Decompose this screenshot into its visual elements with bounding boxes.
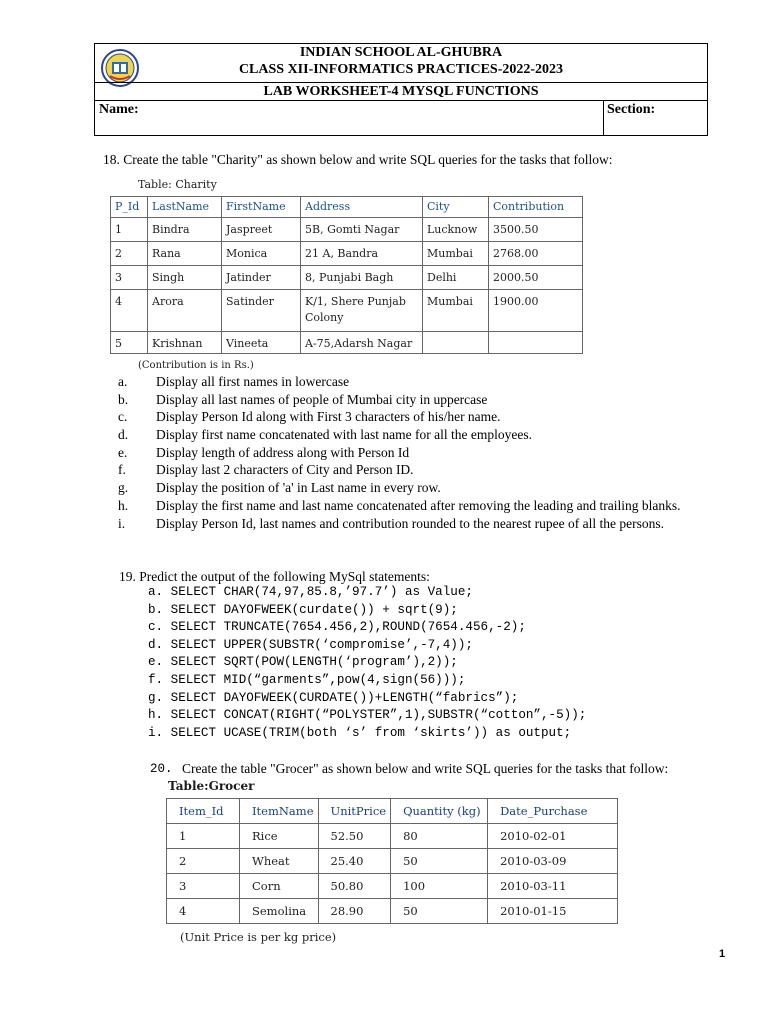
column-header: Contribution — [489, 197, 583, 218]
table-row — [167, 874, 618, 899]
table-cell: Lucknow — [423, 218, 489, 242]
table-cell: Rice — [240, 824, 319, 849]
page-number: 1 — [719, 948, 726, 960]
column-header: FirstName — [222, 197, 301, 218]
column-header: Date_Purchase — [488, 799, 618, 824]
sql-statement: f. SELECT MID(“garments”,pow(4,sign(56))); — [148, 672, 466, 687]
column-header: P_Id — [111, 197, 148, 218]
table-cell: 3 — [111, 266, 148, 290]
sql-statement: e. SELECT SQRT(POW(LENGTH(‘program’),2)); — [148, 655, 458, 670]
column-header: LastName — [148, 197, 222, 218]
table-cell: Delhi — [423, 266, 489, 290]
header-divider — [603, 100, 604, 135]
table-cell: 1 — [167, 824, 240, 849]
question-18: 18. Create the table "Charity" as shown below and write SQL queries for the tasks that follow: — [103, 152, 613, 167]
table-cell: Corn — [240, 874, 319, 899]
table-cell: 100 — [391, 874, 488, 899]
grocer-table-caption: Table:Grocer — [168, 779, 255, 793]
table-row — [111, 218, 583, 242]
sql-statement: b. SELECT DAYOFWEEK(curdate()) + sqrt(9); — [148, 602, 458, 617]
table-cell: 4 — [167, 899, 240, 924]
charity-table-caption: Table: Charity — [138, 178, 217, 191]
table-cell: Monica — [222, 242, 301, 266]
table-row — [111, 332, 583, 354]
name-field-label: Name: — [99, 102, 139, 117]
table-cell: 4 — [111, 290, 148, 332]
table-cell: Wheat — [240, 849, 319, 874]
table-cell: Mumbai — [423, 290, 489, 332]
grocer-table-note: (Unit Price is per kg price) — [180, 930, 337, 944]
table-cell: Bindra — [148, 218, 222, 242]
sql-statement: a. SELECT CHAR(74,97,85.8,’97.7’) as Value; — [148, 585, 473, 599]
charity-table — [110, 196, 583, 354]
sql-statement: i. SELECT UCASE(TRIM(both ‘s’ from ‘skirts’)) as output; — [148, 725, 572, 740]
list-item-label: e. — [118, 444, 128, 460]
table-cell: 52.50 — [318, 824, 391, 849]
table-row — [111, 266, 583, 290]
list-item-label: i. — [118, 515, 126, 531]
list-item-text: Display the first name and last name concatenated after removing the leading and trailing blanks. — [156, 497, 681, 513]
table-cell: 80 — [391, 824, 488, 849]
column-header: Address — [301, 197, 423, 218]
list-item-label: d. — [118, 427, 129, 443]
sql-statement: g. SELECT DAYOFWEEK(CURDATE())+LENGTH(“fabrics”); — [148, 690, 519, 705]
table-cell: A-75,Adarsh Nagar — [301, 332, 423, 354]
table-cell: 2010-01-15 — [488, 899, 618, 924]
list-item-text: Display last 2 characters of City and Person ID. — [156, 462, 414, 478]
column-header: UnitPrice — [318, 799, 391, 824]
header-divider — [95, 100, 707, 101]
table-cell: 21 A, Bandra — [301, 242, 423, 266]
table-cell: 50.80 — [318, 874, 391, 899]
list-item-label: g. — [118, 480, 129, 496]
table-cell: 3500.50 — [489, 218, 583, 242]
sql-statement: c. SELECT TRUNCATE(7654.456,2),ROUND(7654.456,-2); — [148, 620, 526, 635]
sql-statement-list — [148, 585, 586, 743]
list-item-text: Display all first names in lowercase — [156, 374, 350, 389]
question-20-number: 20. — [150, 762, 173, 776]
table-cell: 1900.00 — [489, 290, 583, 332]
list-item-text: Display Person Id along with First 3 characters of his/her name. — [156, 409, 501, 425]
table-cell: Krishnan — [148, 332, 222, 354]
table-row — [167, 824, 618, 849]
sql-statement: d. SELECT UPPER(SUBSTR(‘compromise’,-7,4)); — [148, 637, 473, 652]
table-cell: Jaspreet — [222, 218, 301, 242]
section-field-label: Section: — [607, 102, 656, 117]
table-cell: 25.40 — [318, 849, 391, 874]
table-cell: 2 — [111, 242, 148, 266]
table-cell: 2000.50 — [489, 266, 583, 290]
table-cell: 50 — [391, 899, 488, 924]
list-item-text: Display all last names of people of Mumbai city in uppercase — [156, 391, 488, 407]
table-cell: 2768.00 — [489, 242, 583, 266]
school-name: INDIAN SCHOOL AL-GHUBRA — [299, 45, 503, 60]
table-cell: 5B, Gomti Nagar — [301, 218, 423, 242]
table-header-row — [111, 197, 583, 218]
table-cell: Singh — [148, 266, 222, 290]
table-row — [167, 899, 618, 924]
table-cell: 3 — [167, 874, 240, 899]
class-line: CLASS XII-INFORMATICS PRACTICES-2022-2023 — [238, 62, 564, 77]
table-cell — [423, 332, 489, 354]
worksheet-header — [94, 43, 708, 136]
list-item-text: Display the position of 'a' in Last name in every row. — [156, 480, 441, 496]
table-cell: 5 — [111, 332, 148, 354]
table-cell: Arora — [148, 290, 222, 332]
column-header: ItemName — [240, 799, 319, 824]
sql-statement: h. SELECT CONCAT(RIGHT(“POLYSTER”,1),SUBSTR(“cotton”,-5)); — [148, 708, 587, 723]
table-cell: Jatinder — [222, 266, 301, 290]
table-row — [111, 242, 583, 266]
table-cell: Mumbai — [423, 242, 489, 266]
table-header-row — [167, 799, 618, 824]
list-item-label: h. — [118, 497, 129, 513]
table-cell: K/1, Shere Punjab Colony — [301, 290, 423, 332]
table-cell: 2 — [167, 849, 240, 874]
grocer-table — [166, 798, 618, 924]
table-cell: 2010-03-11 — [488, 874, 618, 899]
charity-table-note: (Contribution is in Rs.) — [138, 360, 254, 371]
header-divider — [95, 82, 707, 83]
table-cell: 2010-03-09 — [488, 849, 618, 874]
question-20: Create the table "Grocer" as shown below and write SQL queries for the tasks that follow: — [182, 761, 669, 776]
table-cell: 8, Punjabi Bagh — [301, 266, 423, 290]
table-cell: 28.90 — [318, 899, 391, 924]
list-item-text: Display first name concatenated with last name for all the employees. — [156, 427, 532, 443]
table-cell: 2010-02-01 — [488, 824, 618, 849]
list-item-label: f. — [118, 462, 126, 478]
table-cell — [489, 332, 583, 354]
list-item-text: Display length of address along with Person Id — [156, 444, 410, 460]
table-cell: Semolina — [240, 899, 319, 924]
list-item-label: c. — [118, 409, 128, 425]
list-item-label: b. — [118, 391, 129, 407]
list-item-label: a. — [118, 374, 128, 389]
table-cell: Rana — [148, 242, 222, 266]
table-row — [111, 290, 583, 332]
column-header: Item_Id — [167, 799, 240, 824]
table-cell: 50 — [391, 849, 488, 874]
column-header: City — [423, 197, 489, 218]
list-item-text: Display Person Id, last names and contribution rounded to the nearest rupee of all the persons. — [156, 515, 664, 531]
table-cell: Satinder — [222, 290, 301, 332]
table-cell: 1 — [111, 218, 148, 242]
table-cell: Vineeta — [222, 332, 301, 354]
table-row — [167, 849, 618, 874]
worksheet-title: LAB WORKSHEET-4 MYSQL FUNCTIONS — [263, 84, 539, 99]
column-header: Quantity (kg) — [391, 799, 488, 824]
question-19: 19. Predict the output of the following MySql statements: — [119, 569, 430, 584]
